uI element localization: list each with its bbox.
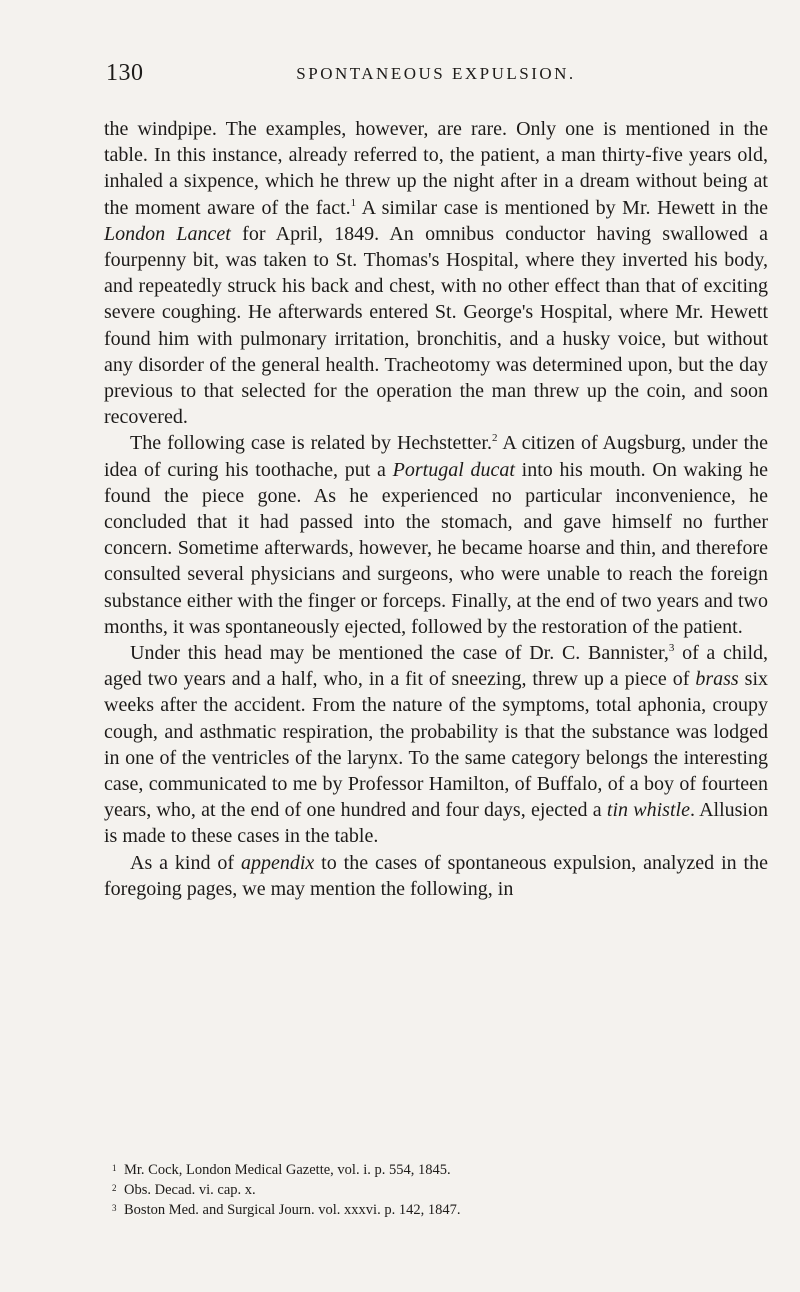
text-run: the windpipe. The examples, however, are rare. Only one is mentioned in the table. In this instance, already referred to, the patient, a man thirty-five years old, inhaled a sixpence, which he threw up the night after in a dream without being at the moment aware of the fact. (104, 118, 768, 219)
italic-text: Portugal ducat (392, 458, 515, 481)
text-run: A similar case is mentioned by Mr. Hewett in the (356, 196, 768, 219)
italic-text: tin whistle (606, 799, 690, 822)
text-run: A citizen of Augsburg, under the idea of curing his toothache, put a (104, 432, 768, 481)
footnote-reference: 1 (350, 196, 357, 209)
text-run: six weeks after the accident. From the nature of the symptoms, total aphonia, croupy cough, and asthmatic respiration, the probability is that the substance was lodged in one of the ventricles of the larynx. To the same category belongs the interesting case, communicated to me by Professor Hamilton, of Buffalo, of a boy of fourteen years, who, at the end of one hundred and four days, ejected a (104, 668, 769, 822)
text-run: for April, 1849. An omnibus conductor having swallowed a fourpenny bit, was taken to St. Thomas's Hospital, where they inverted his body, and repeatedly struck his back and chest, with no other effect than that of exciting severe coughing. He afterwards entered St. George's Hospital, where Mr. Hewett found him with pulmonary irritation, bronchitis, and a husky voice, but without any disorder of the general health. Tracheotomy was determined upon, but the day previous to that selected for the operation the man threw up the coin, and soon recovered. (104, 222, 768, 429)
text-run: As a kind of (130, 851, 241, 874)
italic-text: London Lancet (104, 222, 231, 245)
footnote-text: Mr. Cock, London Medical Gazette, vol. i. p. 554, 1845. (124, 1162, 451, 1178)
footnote (104, 1180, 768, 1200)
paragraph (104, 850, 768, 902)
paragraph (104, 116, 768, 430)
footnote-marker: 3 (112, 1203, 117, 1213)
footnote-marker: 1 (112, 1163, 117, 1173)
text-run: of a child, aged two years and a half, who, in a fit of sneezing, threw up a piece of (104, 642, 769, 691)
footnote-text: Boston Med. and Surgical Journ. vol. xxxvi. p. 142, 1847. (124, 1202, 461, 1218)
text-run: Under this head may be mentioned the case of Dr. C. Bannister, (130, 642, 669, 665)
paragraph (104, 430, 768, 640)
italic-text: brass (695, 668, 739, 691)
footnote (104, 1160, 768, 1180)
text-run: . Allusion is made to these cases in the table. (104, 799, 768, 848)
footnote-reference: 2 (491, 432, 498, 445)
running-title: SPONTANEOUS EXPULSION. (296, 64, 576, 83)
footnote-text: Obs. Decad. vi. cap. x. (124, 1182, 256, 1198)
text-run: to the cases of spontaneous expulsion, analyzed in the foregoing pages, we may mention the following, in (104, 851, 768, 900)
text-run: The following case is related by Hechstetter. (130, 432, 492, 455)
footnotes (104, 1160, 768, 1220)
footnote-reference: 3 (668, 642, 675, 655)
footnote-marker: 2 (112, 1183, 117, 1193)
page-header (106, 60, 766, 88)
paragraph (104, 640, 768, 850)
footnote (104, 1200, 768, 1220)
italic-text: appendix (240, 851, 315, 874)
text-run: into his mouth. On waking he found the piece gone. As he experienced no particular inconvenience, he concluded that it had passed into the stomach, and gave himself no further concern. Sometime afterwards, however, he became hoarse and thin, and therefore consulted several physicians and surgeons, who were unable to reach the foreign substance either with the finger or forceps. Finally, at the end of two years and two months, it was spontaneously ejected, followed by the restoration of the patient. (104, 458, 769, 638)
page-number: 130 (106, 60, 144, 86)
body-text (104, 116, 768, 902)
